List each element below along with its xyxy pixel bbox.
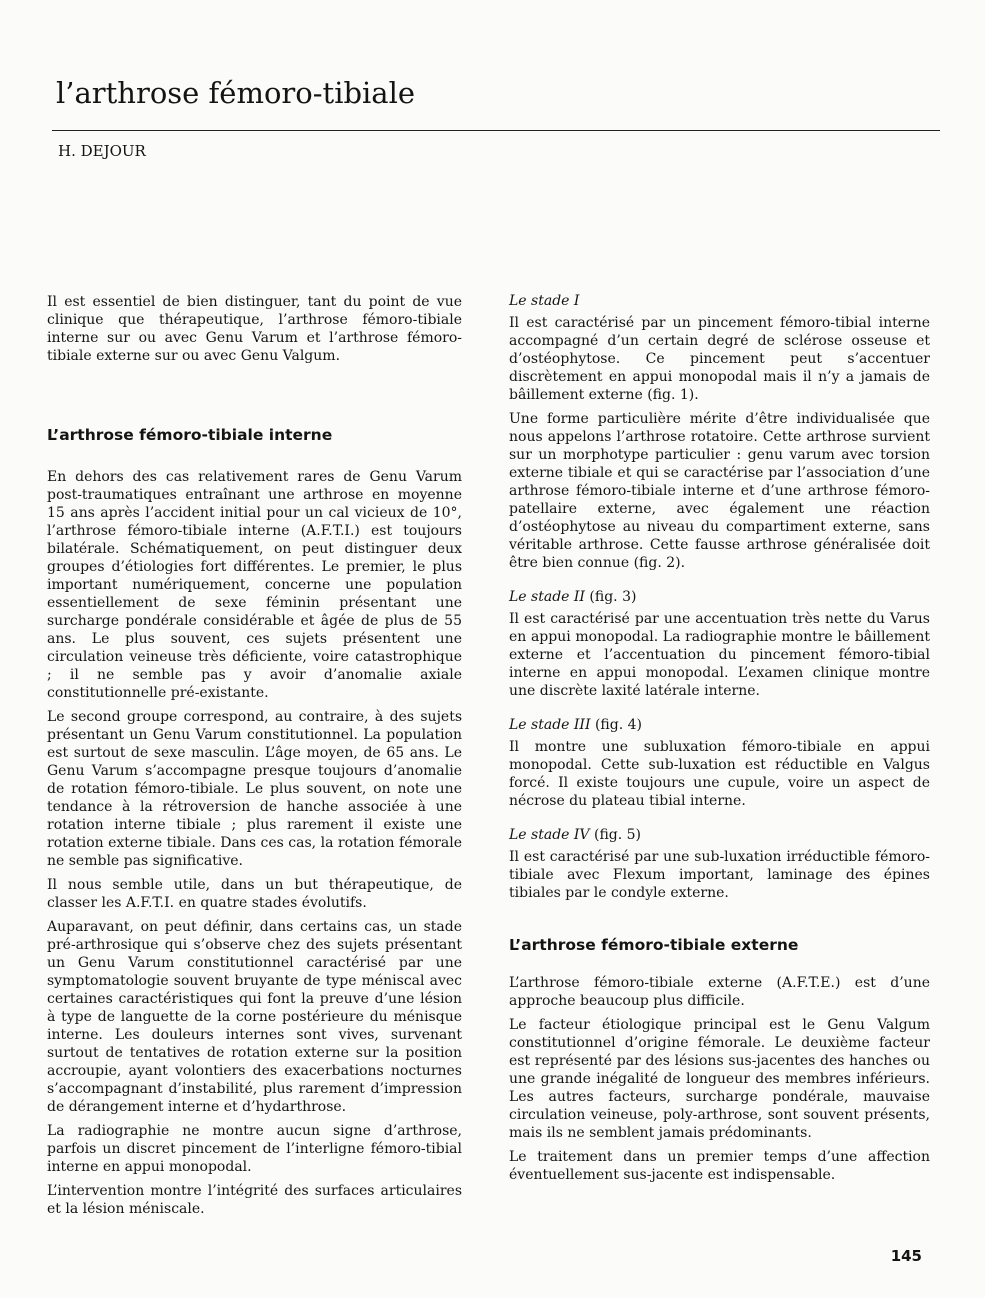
stage-3-title: Le stade III	[509, 717, 591, 733]
article-title: l’arthrose fémoro-tibiale	[56, 76, 416, 110]
stage-4-title: Le stade IV	[509, 827, 590, 843]
intro-paragraph: Il est essentiel de bien distinguer, tant du point de vue clinique que thérapeutique, l’arthrose fémoro-tibiale interne sur ou avec Genu Varum et l’arthrose fémoro-tibiale externe sur ou avec Genu Valgum.	[47, 294, 462, 364]
stage-2-figure-ref: (fig. 3)	[589, 589, 637, 605]
body-paragraph: Le facteur étiologique principal est le Genu Valgum constitutionnel d’origine fémorale. Le deuxième facteur est représenté par des lésions sus-jacentes des hanches ou une grande inégalité de longueur des membres inférieurs. Les autres facteurs, surcharge pondérale, mauvaise circulation veineuse, poly-arthrose, sont souvent présents, mais ils ne semblent jamais prédominants.	[509, 1017, 930, 1141]
right-column	[509, 292, 930, 1190]
title-rule	[52, 130, 940, 131]
body-paragraph: Il nous semble utile, dans un but thérapeutique, de classer les A.F.T.I. en quatre stades évolutifs.	[47, 877, 462, 911]
stage-3-figure-ref: (fig. 4)	[594, 717, 642, 733]
stage-3-label	[509, 716, 930, 734]
body-paragraph: La radiographie ne montre aucun signe d’arthrose, parfois un discret pincement de l’interligne fémoro-tibial interne en appui monopodal.	[47, 1123, 462, 1175]
section-heading-externe: L’arthrose fémoro-tibiale externe	[509, 936, 799, 954]
stage-4-paragraph: Il est caractérisé par une sub-luxation irréductible fémoro-tibiale avec Flexum important, laminage des épines tibiales par le condyle externe.	[509, 849, 930, 901]
stage-2-paragraph: Il est caractérisé par une accentuation très nette du Varus en appui monopodal. La radiographie montre le bâillement externe et l’accentuation du pincement fémoro-tibial interne en appui monopodal. L’examen clinique montre une discrète laxité latérale interne.	[509, 611, 930, 699]
body-paragraph: L’intervention montre l’intégrité des surfaces articulaires et la lésion méniscale.	[47, 1183, 462, 1217]
left-column	[47, 293, 462, 1224]
stage-1-title: Le stade I	[509, 293, 580, 309]
stage-1-label	[509, 292, 930, 310]
stage-2-label	[509, 588, 930, 606]
stage-4-figure-ref: (fig. 5)	[593, 827, 642, 843]
body-paragraph: Le traitement dans un premier temps d’une affection éventuellement sus-jacente est indispensable.	[509, 1149, 930, 1183]
stage-1-paragraph: Une forme particulière mérite d’être individualisée que nous appelons l’arthrose rotatoire. Cette arthrose survient sur un morphotype particulier : genu varum avec torsion externe tibiale et qui se caractérise par l’association d’une arthrose fémoro-tibiale interne et d’une arthrose fémoro-patellaire externe, avec également une réaction d’ostéophytose au niveau du compartiment externe, sans véritable arthrose. Cette fausse arthrose généralisée doit être bien connue (fig. 2).	[509, 411, 930, 571]
section-heading-interne: L’arthrose fémoro-tibiale interne	[47, 426, 333, 444]
page-number: 145	[890, 1247, 922, 1265]
stage-1-paragraph: Il est caractérisé par un pincement fémoro-tibial interne accompagné d’un certain degré de sclérose osseuse et d’ostéophytose. Ce pincement peut s’accentuer discrètement en appui monopodal mais il n’y a jamais de bâillement externe (fig. 1).	[509, 315, 930, 403]
body-paragraph: En dehors des cas relativement rares de Genu Varum post-traumatiques entraînant une arthrose en moyenne 15 ans après l’accident initial pour un cal vicieux de 10°, l’arthrose fémoro-tibiale interne (A.F.T.I.) est toujours bilatérale. Schématiquement, on peut distinguer deux groupes d’étiologies fort différentes. Le premier, le plus important numériquement, concerne une population essentiellement de sexe féminin présentant une surcharge pondérale considérable et âgée de plus de 55 ans. Le plus souvent, ces sujets présentent une circulation veineuse très déficiente, voire catastrophique ; il ne semble pas y avoir d’anomalie axiale constitutionnelle pré-existante.	[47, 469, 462, 701]
stage-2-title: Le stade II	[509, 589, 585, 605]
stage-4-label	[509, 826, 930, 844]
body-paragraph: L’arthrose fémoro-tibiale externe (A.F.T.E.) est d’une approche beaucoup plus difficile.	[509, 975, 930, 1009]
author-name: H. DEJOUR	[58, 142, 146, 160]
body-paragraph: Le second groupe correspond, au contraire, à des sujets présentant un Genu Varum constitutionnel. La population est surtout de sexe masculin. L’âge moyen, de 65 ans. Le Genu Varum s’accompagne presque toujours d’anomalie de rotation fémoro-tibiale. Le plus souvent, on note une tendance à la rétroversion de hanche associée à une rotation interne tibiale ; plus rarement il existe une rotation externe tibiale. Dans ces cas, la rotation fémorale ne semble pas significative.	[47, 709, 462, 869]
stage-3-paragraph: Il montre une subluxation fémoro-tibiale en appui monopodal. Cette sub-luxation est réductible en Valgus forcé. Il existe toujours une cupule, voire un aspect de nécrose du plateau tibial interne.	[509, 739, 930, 809]
body-paragraph: Auparavant, on peut définir, dans certains cas, un stade pré-arthrosique qui s’observe chez des sujets présentant un Genu Varum constitutionnel caractérisé par une symptomatologie souvent bruyante de type méniscal avec certaines caractéristiques qui font la preuve d’une lésion à type de languette de la corne postérieure du ménisque interne. Les douleurs internes sont vives, survenant surtout de tentatives de rotation externe sur la position accroupie, ayant volontiers des exacerbations nocturnes s’accompagnant d’instabilité, plus rarement d’impression de dérangement interne et d’hydarthrose.	[47, 919, 462, 1115]
